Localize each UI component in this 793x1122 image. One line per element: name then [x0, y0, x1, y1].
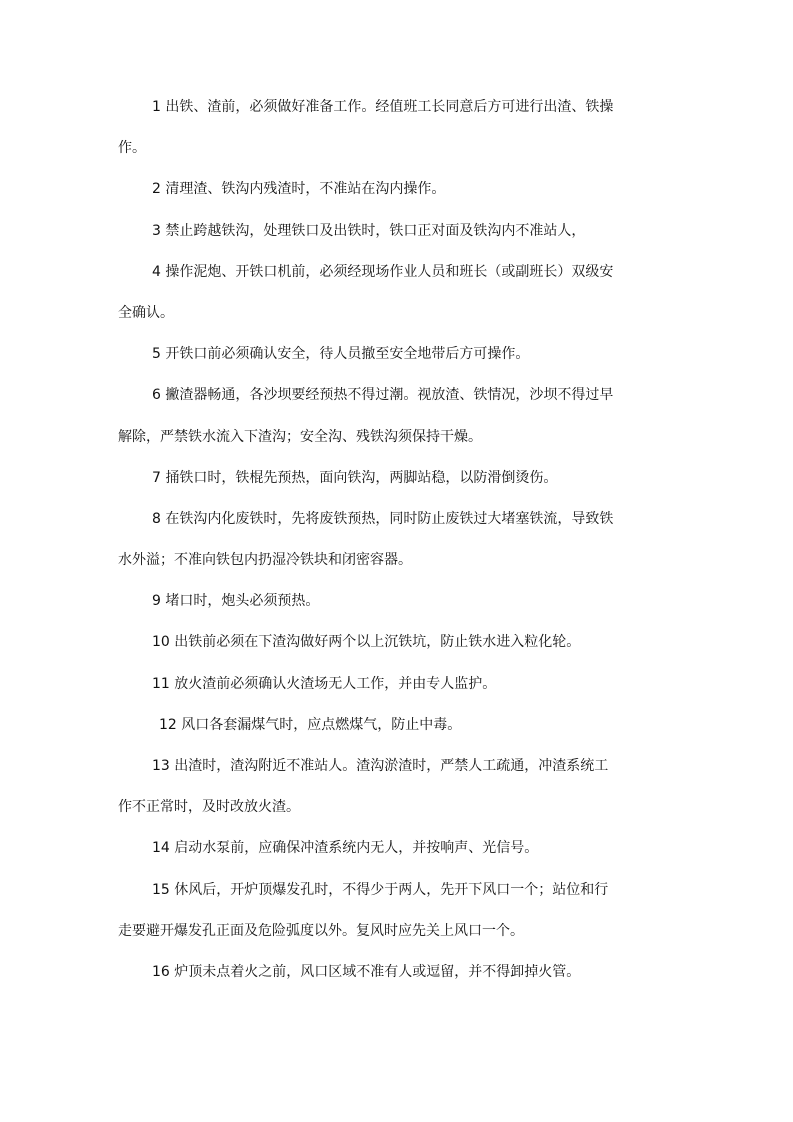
item-6-line-2: 解除，严禁铁水流入下渣沟；安全沟、残铁沟须保持干燥。	[118, 428, 482, 445]
item-8-line-2: 水外溢；不准向铁包内扔湿冷铁块和闭密容器。	[118, 552, 412, 569]
item-12: 12 风口各套漏煤气时，应点燃煤气，防止中毒。	[159, 716, 462, 733]
item-14: 14 启动水泵前，应确保冲渣系统内无人，并按响声、光信号。	[152, 840, 539, 857]
item-5: 5 开铁口前必须确认安全，待人员撤至安全地带后方可操作。	[152, 346, 530, 363]
item-13-line-1: 13 出渣时，渣沟附近不准站人。渣沟淤渣时，严禁人工疏通，冲渣系统工	[152, 758, 609, 774]
item-16: 16 炉顶未点着火之前，风口区域不准有人或逗留，并不得卸掉火管。	[152, 963, 581, 980]
item-4-line-2: 全确认。	[118, 304, 174, 321]
document-body	[118, 97, 678, 1003]
item-4-line-1: 4 操作泥炮、开铁口机前，必须经现场作业人员和班长（或副班长）双级安	[152, 263, 614, 280]
item-13-line-2: 作不正常时，及时改放火渣。	[118, 799, 300, 816]
item-2: 2 清理渣、铁沟内残渣时，不准站在沟内操作。	[152, 181, 446, 198]
item-15-line-2: 走要避开爆发孔正面及危险弧度以外。复风时应先关上风口一个。	[118, 922, 524, 939]
item-1-line-2: 作。	[118, 140, 146, 157]
item-3: 3 禁止跨越铁沟，处理铁口及出铁时，铁口正对面及铁沟内不准站人，	[152, 222, 586, 239]
item-9: 9 堵口时，炮头必须预热。	[152, 593, 320, 610]
item-15-line-1: 15 休风后，开炉顶爆发孔时，不得少于两人，先开下风口一个；站位和行	[152, 881, 609, 898]
item-7: 7 捅铁口时，铁棍先预热，面向铁沟，两脚站稳，以防滑倒烫伤。	[152, 469, 558, 486]
item-10: 10 出铁前必须在下渣沟做好两个以上沉铁坑，防止铁水进入粒化轮。	[152, 634, 581, 651]
item-6-line-1: 6 撇渣器畅通，各沙坝要经预热不得过潮。视放渣、铁情况，沙坝不得过早	[152, 387, 614, 404]
item-1-line-1: 1 出铁、渣前，必须做好准备工作。经值班工长同意后方可进行出渣、铁操	[152, 99, 614, 115]
item-11: 11 放火渣前必须确认火渣场无人工作，并由专人监护。	[152, 675, 497, 692]
item-8-line-1: 8 在铁沟内化废铁时，先将废铁预热，同时防止废铁过大堵塞铁流，导致铁	[152, 510, 614, 527]
